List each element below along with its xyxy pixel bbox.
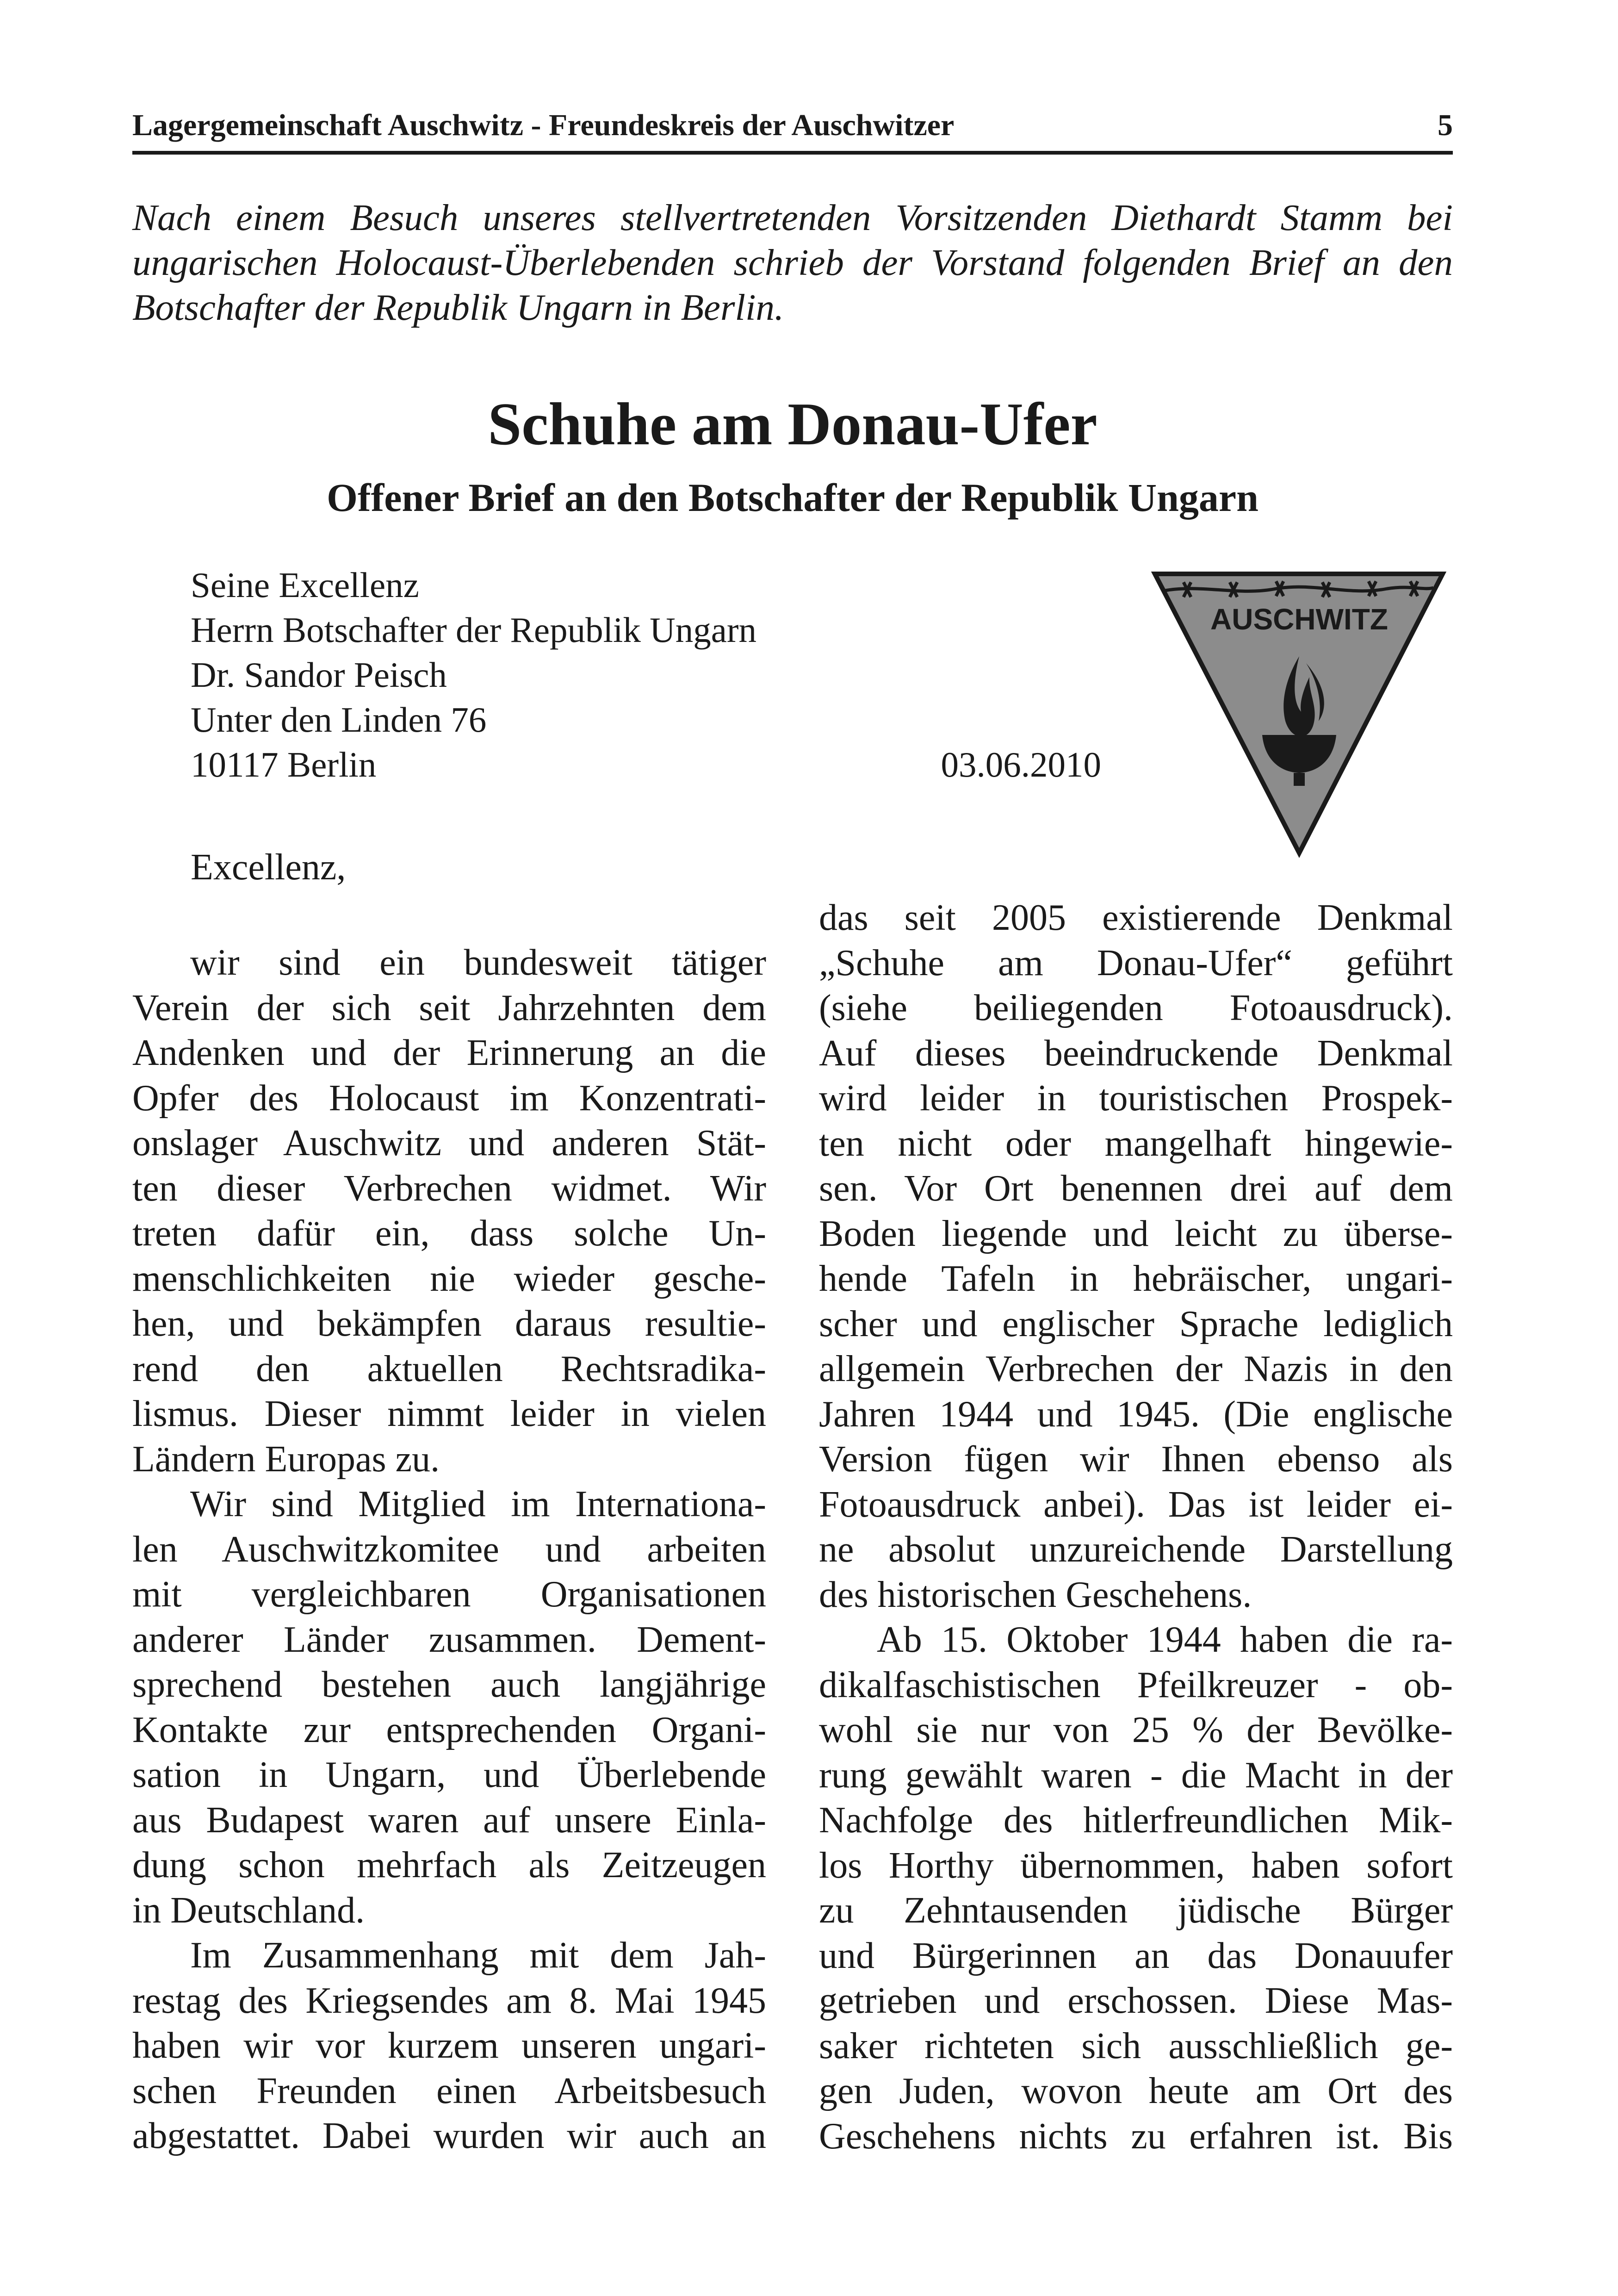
text-line: restag des Kriegsendes am 8. Mai 1945: [132, 1980, 766, 2021]
article-title: Schuhe am Donau-Ufer: [488, 391, 1097, 458]
text-line: mit vergleichbaren Organisationen: [132, 1574, 766, 1615]
right-column: [819, 896, 1453, 2159]
text-line: hen, und bekämpfen daraus resultie-: [132, 1303, 766, 1344]
text-line: Verein der sich seit Jahrzehnten dem: [132, 987, 766, 1028]
page-number: 5: [1438, 108, 1453, 142]
text-line: Ab 15. Oktober 1944 haben die ra-: [877, 1619, 1453, 1660]
text-line: hende Tafeln in hebräischer, ungari-: [819, 1258, 1453, 1299]
text-line: dung schon mehrfach als Zeitzeugen: [132, 1845, 766, 1885]
text-line: Im Zusammenhang mit dem Jah-: [190, 1935, 766, 1976]
address-line: Seine Excellenz: [191, 565, 419, 605]
text-line: getrieben und erschossen. Diese Mas-: [819, 1980, 1453, 2021]
address-line: 10117 Berlin: [191, 745, 377, 784]
text-line: wird leider in touristischen Prospek-: [819, 1078, 1453, 1119]
recipient-address: [191, 563, 931, 787]
text-line: Version fügen wir Ihnen ebenso als: [819, 1439, 1453, 1480]
article-subtitle: Offener Brief an den Botschafter der Republik Ungarn: [327, 475, 1258, 520]
running-title: Lagergemeinschaft Auschwitz - Freundeskreis der Auschwitzer: [132, 108, 955, 142]
left-column: [132, 940, 766, 2159]
address-line: Dr. Sandor Peisch: [191, 655, 447, 695]
text-line: gen Juden, wovon heute am Ort des: [819, 2071, 1453, 2111]
text-line: schen Freunden einen Arbeitsbesuch: [132, 2070, 766, 2111]
logo-text: AUSCHWITZ: [1210, 603, 1388, 636]
text-line: los Horthy übernommen, haben sofort: [819, 1845, 1453, 1886]
header-rule: [132, 151, 1453, 155]
text-line: Boden liegende und leicht zu überse-: [819, 1213, 1453, 1254]
salutation: Excellenz,: [191, 847, 346, 888]
text-line: sen. Vor Ort benennen drei auf dem: [819, 1168, 1453, 1209]
text-line: rung gewählt waren - die Macht in der: [819, 1755, 1453, 1796]
address-line: Herrn Botschafter der Republik Ungarn: [191, 610, 757, 650]
text-line: Opfer des Holocaust im Konzentrati-: [132, 1077, 766, 1119]
text-line: lismus. Dieser nimmt leider in vielen: [132, 1394, 766, 1434]
text-line: allgemein Verbrechen der Nazis in den: [819, 1349, 1453, 1389]
auschwitz-triangle-logo: [1147, 564, 1452, 860]
text-line: in Deutschland.: [132, 1890, 365, 1931]
text-line: zu Zehntausenden jüdische Bürger: [819, 1890, 1453, 1931]
address-line: Unter den Linden 76: [191, 700, 487, 740]
intro-paragraph: Nach einem Besuch unseres stellvertretenden Vorsitzenden Diethardt Stamm bei ungarischen Holocaust-Überlebenden schrieb der Vorstand folgenden Brief an den Botschafter der Republik Ungarn in Berlin.: [132, 197, 1453, 328]
text-line: Ländern Europas zu.: [132, 1438, 440, 1480]
text-line: ne absolut unzureichende Darstellung: [819, 1529, 1453, 1570]
text-line: Nachfolge des hitlerfreundlichen Mik-: [819, 1800, 1453, 1841]
text-line: wir sind ein bundesweit tätiger: [190, 942, 766, 983]
text-line: anderer Länder zusammen. Dement-: [132, 1619, 766, 1660]
text-line: Auf dieses beeindruckende Denkmal: [819, 1033, 1453, 1074]
text-line: rend den aktuellen Rechtsradika-: [132, 1348, 766, 1389]
text-line: menschlichkeiten nie wieder gesche-: [132, 1258, 766, 1299]
text-line: scher und englischer Sprache lediglich: [819, 1303, 1453, 1344]
text-line: Wir sind Mitglied im Internationa-: [190, 1484, 766, 1524]
text-line: treten dafür ein, dass solche Un-: [132, 1213, 766, 1254]
text-line: ten dieser Verbrechen widmet. Wir: [132, 1168, 766, 1209]
text-line: dikalfaschistischen Pfeilkreuzer - ob-: [819, 1664, 1453, 1705]
text-line: saker richteten sich ausschließlich ge-: [819, 2025, 1453, 2066]
text-line: haben wir vor kurzem unseren ungari-: [132, 2025, 766, 2066]
text-line: Jahren 1944 und 1945. (Die englische: [819, 1394, 1453, 1435]
text-line: „Schuhe am Donau-Ufer“ geführt: [819, 942, 1453, 983]
letter-date: 03.06.2010: [941, 745, 1101, 784]
text-line: das seit 2005 existierende Denkmal: [819, 897, 1453, 938]
text-line: des historischen Geschehens.: [819, 1574, 1252, 1615]
text-line: Geschehens nichts zu erfahren ist. Bis: [819, 2116, 1453, 2157]
text-line: ten nicht oder mangelhaft hingewie-: [819, 1123, 1453, 1164]
text-line: (siehe beiliegenden Fotoausdruck).: [819, 988, 1453, 1028]
text-line: Kontakte zur entsprechenden Organi-: [132, 1709, 766, 1750]
text-line: sation in Ungarn, und Überlebende: [132, 1755, 766, 1795]
text-line: Andenken und der Erinnerung an die: [132, 1033, 766, 1073]
text-line: aus Budapest waren auf unsere Einla-: [132, 1799, 766, 1841]
text-line: sprechend bestehen auch langjährige: [132, 1664, 766, 1705]
text-line: Fotoausdruck anbei). Das ist leider ei-: [819, 1484, 1453, 1525]
text-line: wohl sie nur von 25 % der Bevölke-: [819, 1710, 1453, 1750]
text-line: onslager Auschwitz und anderen Stät-: [132, 1123, 766, 1164]
text-line: und Bürgerinnen an das Donauufer: [819, 1935, 1453, 1976]
text-line: len Auschwitzkomitee und arbeiten: [132, 1529, 766, 1570]
text-line: abgestattet. Dabei wurden wir auch an: [132, 2116, 766, 2156]
running-header: [132, 105, 1453, 146]
